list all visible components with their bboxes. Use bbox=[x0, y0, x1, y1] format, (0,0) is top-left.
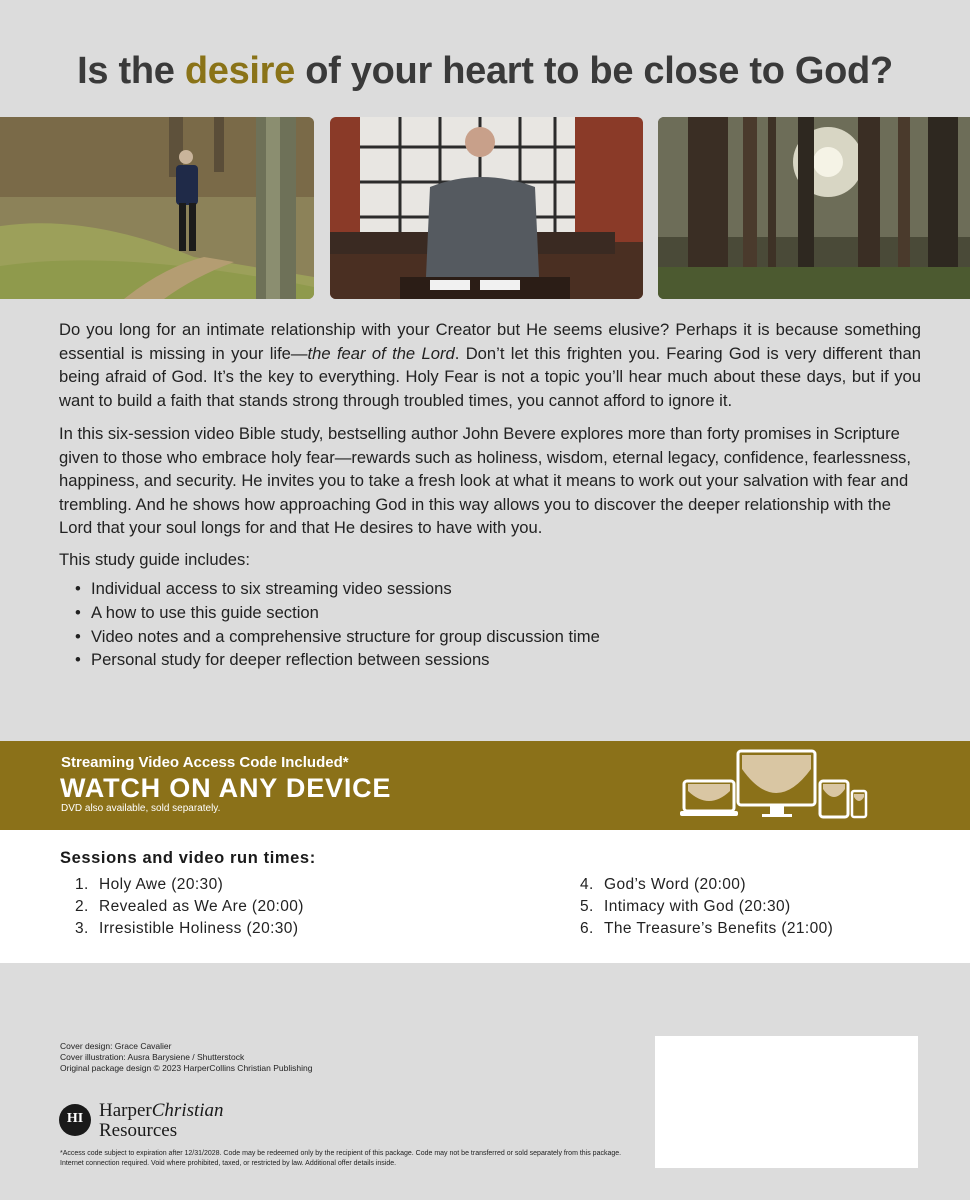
headline-before: Is the bbox=[77, 50, 185, 92]
credit-line: Cover illustration: Ausra Barysiene / Shutterstock bbox=[60, 1052, 245, 1062]
banner-subtitle: Streaming Video Access Code Included* bbox=[61, 754, 349, 771]
publisher-name-line2: Resources bbox=[99, 1120, 178, 1141]
banner-note: DVD also available, sold separately. bbox=[61, 803, 221, 814]
sessions-panel bbox=[0, 830, 970, 963]
credits bbox=[60, 1041, 312, 1074]
devices-icon bbox=[678, 749, 873, 825]
photo-strip bbox=[0, 117, 970, 299]
description bbox=[59, 318, 921, 672]
session-label: Intimacy with God (20:30) bbox=[604, 898, 791, 915]
paragraph-1 bbox=[59, 318, 921, 412]
headline bbox=[0, 50, 970, 93]
photo-forest-path bbox=[0, 117, 314, 299]
publisher-name-b: Christian bbox=[151, 1100, 224, 1121]
session-number: 6. bbox=[580, 920, 594, 937]
session-label: God’s Word (20:00) bbox=[604, 876, 746, 893]
photo-redwood-forest bbox=[658, 117, 970, 299]
session-number: 1. bbox=[75, 876, 89, 893]
session-label: Revealed as We Are (20:00) bbox=[99, 898, 304, 915]
credit-line: Original package design © 2023 HarperCollins Christian Publishing bbox=[60, 1063, 313, 1073]
list-item bbox=[580, 918, 833, 940]
list-item bbox=[580, 874, 833, 896]
streaming-banner bbox=[0, 741, 970, 830]
publisher-name bbox=[99, 1101, 224, 1141]
disclaimer: *Access code subject to expiration after 12/31/2028. Code may be redeemed only by the recipient of this package. Code may not be transferred or sold separately from this package. Internet connection required. Void where prohibited, taxed, or restricted by law. Additional offer details inside. bbox=[60, 1150, 622, 1167]
session-label: Holy Awe (20:30) bbox=[99, 876, 224, 893]
publisher-name-a: Harper bbox=[99, 1100, 152, 1121]
list-item: • Personal study for deeper reflection between sessions bbox=[75, 648, 921, 672]
paragraph-2: In this six-session video Bible study, bestselling author John Bevere explores more than forty promises in Scripture given to those who embrace holy fear—rewards such as holiness, wisdom, eternal legacy, confidence, fearlessness, happiness, and security. He invites you to take a fresh look at what it means to work out your salvation with fear and trembling. And he shows how approaching God in this way allows you to discover the deeper relationship with the Lord that your soul longs for and that He desires to have with you. bbox=[59, 424, 911, 537]
paragraph-1-italic: the fear of the Lord bbox=[307, 343, 455, 363]
badge-letters: HI bbox=[66, 1111, 84, 1126]
includes-list bbox=[59, 577, 921, 672]
sessions-list-left bbox=[75, 874, 304, 940]
session-number: 2. bbox=[75, 898, 89, 915]
headline-accent: desire bbox=[184, 50, 296, 92]
list-item bbox=[75, 896, 304, 918]
session-number: 4. bbox=[580, 876, 594, 893]
list-item bbox=[580, 896, 833, 918]
list-item: • Video notes and a comprehensive structure for group discussion time bbox=[75, 625, 921, 649]
barcode-area bbox=[655, 1036, 918, 1168]
paragraph-1-start: Do you long for an intimate relationship with your Creator but He seems elusive? Perhaps it is because something essential is missing in your life— bbox=[59, 320, 921, 363]
list-item: • A how to use this guide section bbox=[75, 601, 921, 625]
sessions-title: Sessions and video run times: bbox=[60, 849, 316, 867]
session-number: 3. bbox=[75, 920, 89, 937]
list-item bbox=[75, 918, 304, 940]
sessions-list-right bbox=[580, 874, 833, 940]
publisher-logo bbox=[59, 1101, 259, 1146]
includes-title: This study guide includes: bbox=[59, 549, 250, 569]
session-number: 5. bbox=[580, 898, 594, 915]
paragraph-1-end: . Don’t let this frighten you. Fearing God is very different than being afraid of God. It’s the key to everything. Holy Fear is not a topic you’ll hear much about these days, but if you want to build a faith that stands strong through troubled times, you cannot afford to ignore it. bbox=[59, 343, 921, 410]
session-label: Irresistible Holiness (20:30) bbox=[99, 920, 299, 937]
headline-after: of your heart to be close to God? bbox=[295, 50, 893, 92]
list-item bbox=[75, 874, 304, 896]
photo-speaker-studio bbox=[330, 117, 643, 299]
publisher-badge-icon bbox=[59, 1104, 91, 1136]
banner-title: WATCH ON ANY DEVICE bbox=[60, 773, 392, 803]
session-label: The Treasure’s Benefits (21:00) bbox=[604, 920, 834, 937]
list-item: • Individual access to six streaming video sessions bbox=[75, 577, 921, 601]
credit-line: Cover design: Grace Cavalier bbox=[60, 1041, 172, 1051]
